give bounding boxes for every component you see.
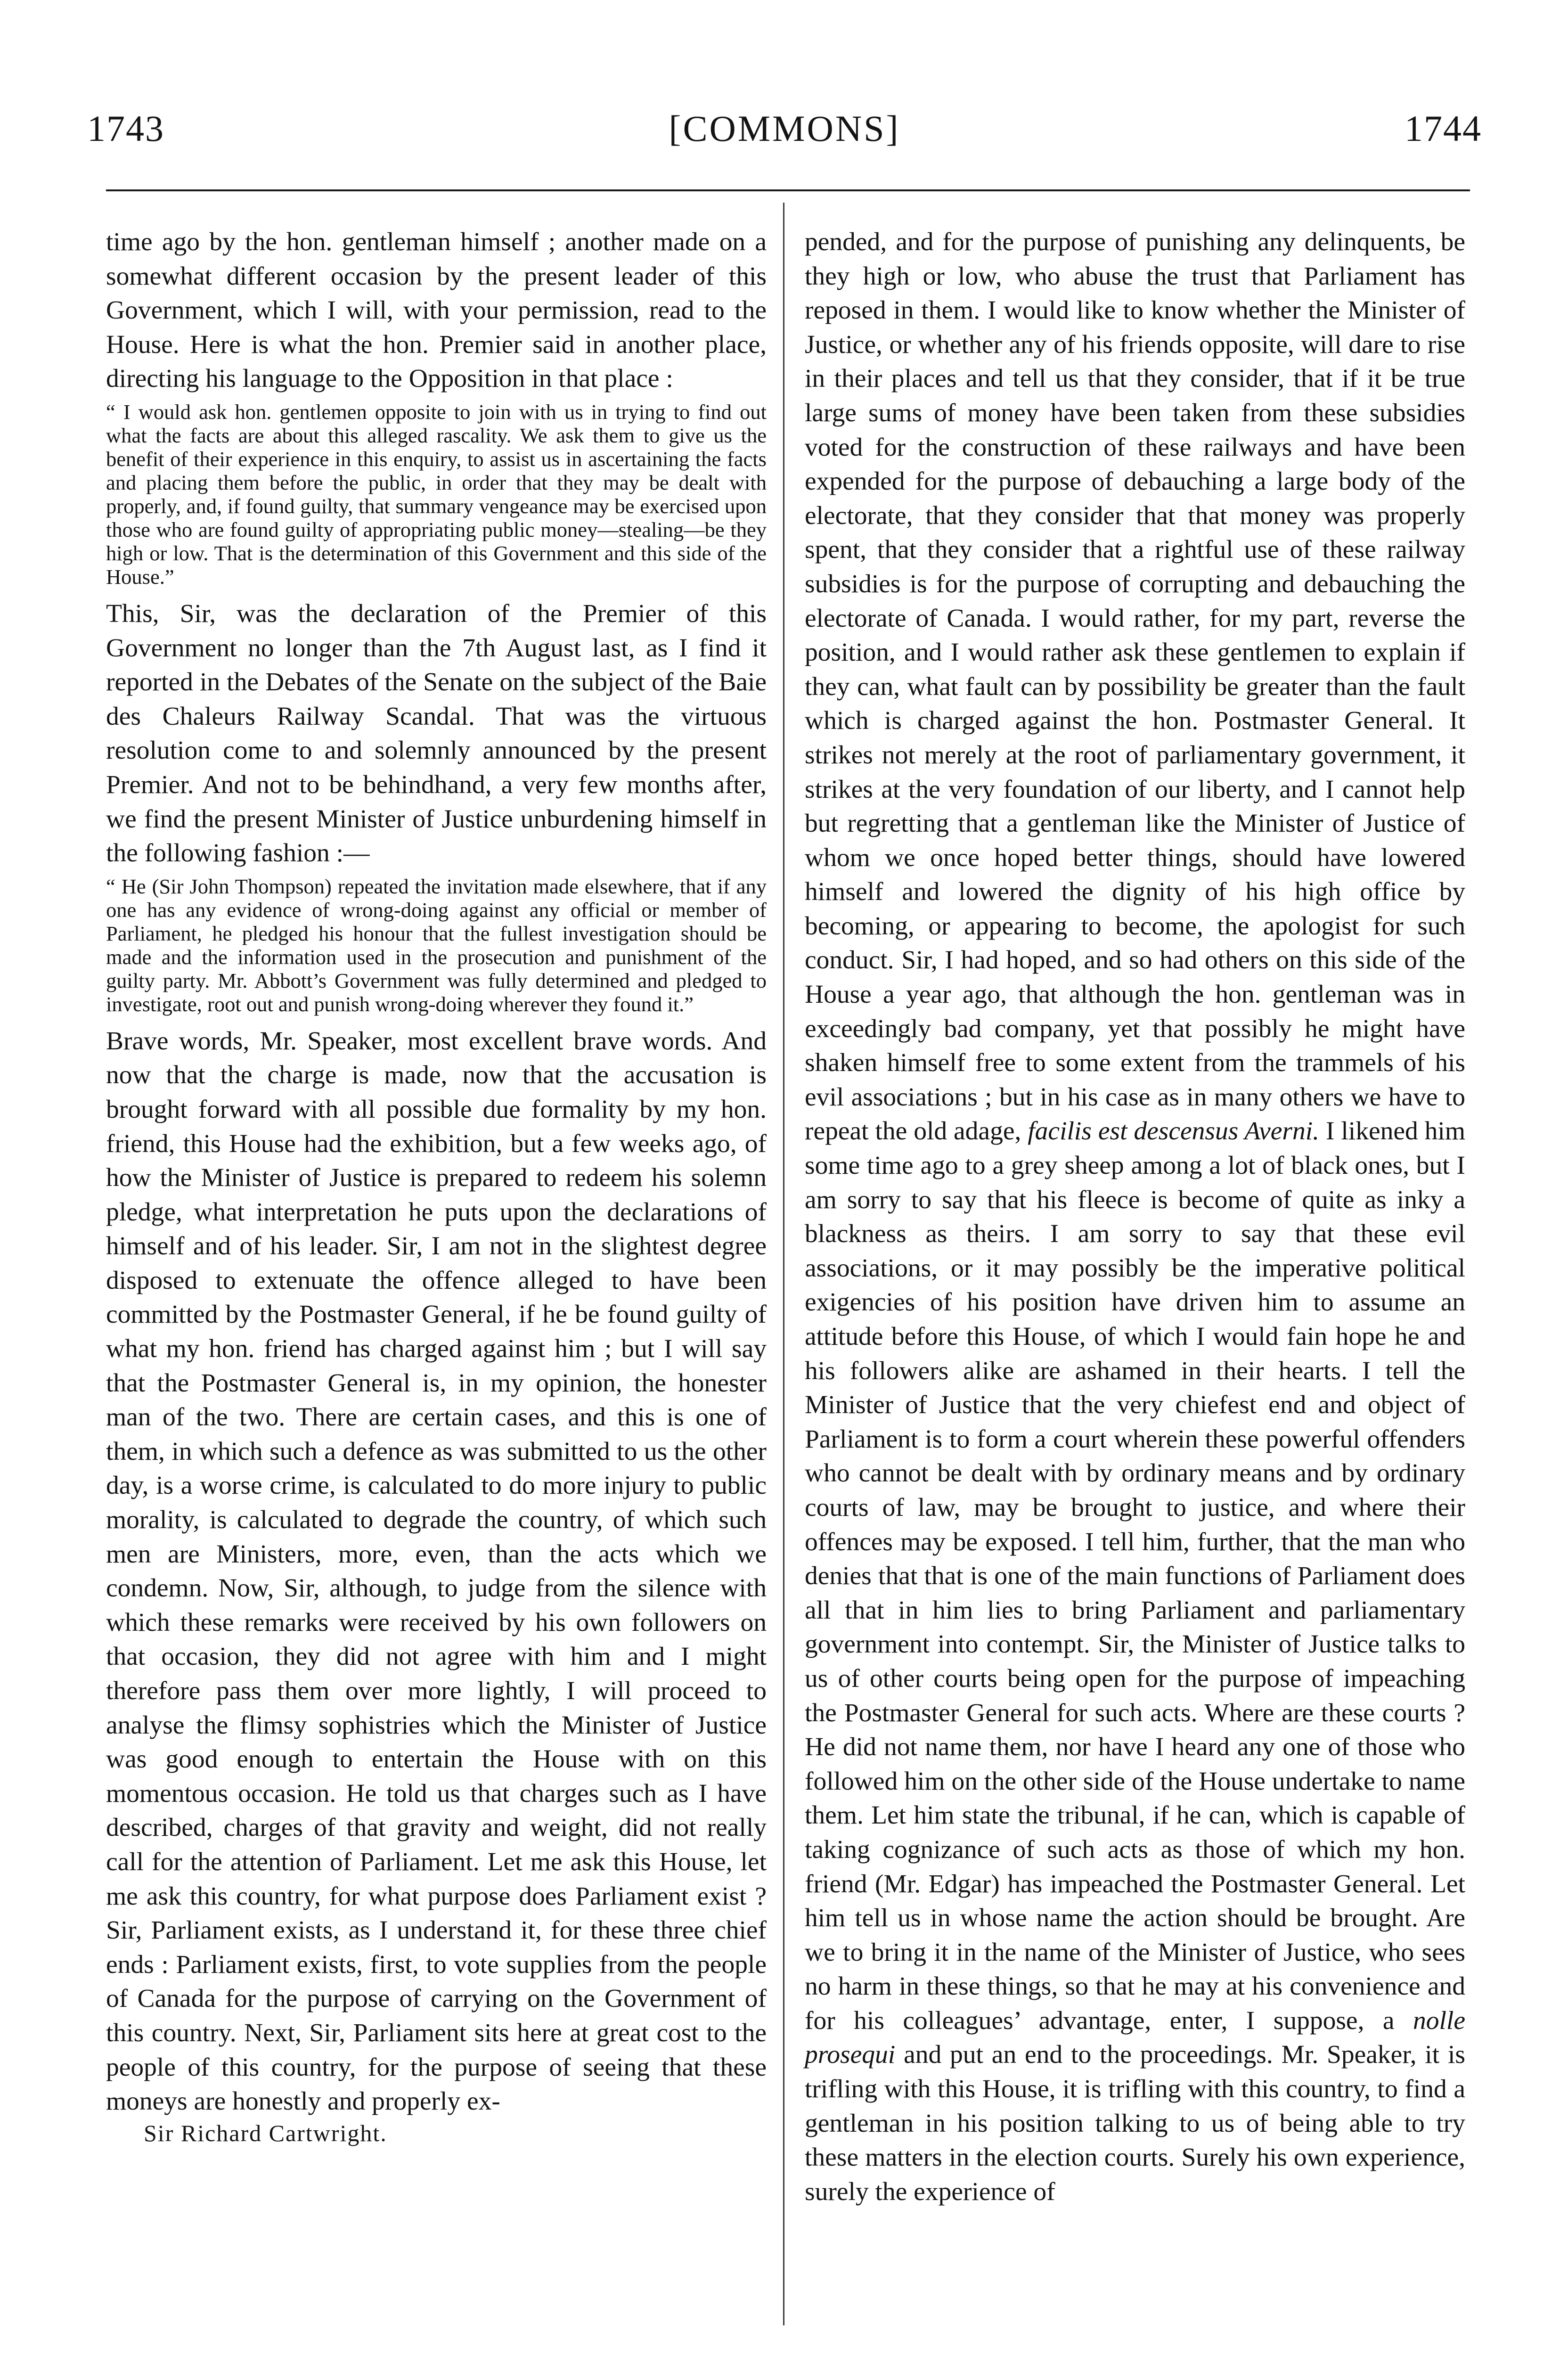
right-column (805, 225, 1465, 2209)
right-text-part-1: pended, and for the purpose of punishing any delinquents, be they high or low, who abuse the trust that Parliament has reposed in them. I would like to know whether the Minister of Justice, or whether any of his friends opposite, will dare to rise in their places and tell us that they consider, that if it be true large sums of money have been taken from these subsidies voted for the construction of these railways and have been expended for the purpose of debauching a large body of the electorate, that they consider that that money was properly spent, that they consider that a rightful use of these railway subsidies is for the purpose of corrupting and debauching the electorate of Canada. I would rather, for my part, reverse the position, and I would rather ask these gentlemen to explain if they can, what fault can by possibility be greater than the fault which is charged against the hon. Postmaster General. It strikes not merely at the root of parliamentary government, it strikes at the very foundation of our liberty, and I cannot help but regretting that a gentleman like the Minister of Justice of whom we once hoped better things, should have lowered himself and lowered the dignity of his high office by becoming, or appearing to become, the apologist for such conduct. Sir, I had hoped, and so had others on this side of the House a year ago, that although the hon. gentleman was in exceedingly bad company, yet that possibly he might have shaken himself free to some extent from the trammels of his evil associations ; but in his case as in many others we have to repeat the old adage, (805, 228, 1465, 1146)
running-head (87, 107, 1482, 155)
right-text-part-2: I likened him some time ago to a grey sheep among a lot of black ones, but I am sorry to say that his fleece is become of quite as inky a blackness as theirs. I am sorry to say that these evil associations, or it may possibly be the imperative political exigencies of his position have driven him to assume an attitude before this House, of which I would fain hope he and his followers alike are ashamed in their hearts. I tell the Minister of Justice that the very chiefest end and object of Parliament is to form a court wherein these powerful offenders who cannot be dealt with by ordinary means and by ordinary courts of law, may be brought to justice, and where their offences may be exposed. I tell him, further, that the man who denies that that is one of the main functions of Parliament does all that in him lies to bring Parliament and parliamentary government into contempt. Sir, the Minister of Justice talks to us of other courts being open for the purpose of impeaching the Postmaster General for such acts. Where are these courts ? He did not name them, nor have I heard any one of those who followed him on the other side of the House undertake to name them. Let him state the tribunal, if he can, which is capable of taking cognizance of such acts as those of which my hon. friend (Mr. Edgar) has impeached the Postmaster General. Let him tell us in whose name the action should be brought. Are we to bring it in the name of the Minister of Justice, who sees no harm in these things, so that he may at his convenience and for his colleagues’ advantage, enter, I suppose, a (805, 1117, 1466, 2035)
premier-quotation: “ I would ask hon. gentlemen opposite to join with us in trying to find out what the facts are about this alleged rascality. We ask them to give us the benefit of their experience in this enquiry, to assist us in ascertaining the facts and placing them before the public, in order that they may be dealt with properly, and, if found guilty, that summary vengeance may be exercised upon those who are found guilty of appropriating public money—stealing—be they high or low. That is the determination of this Government and this side of the House.” (106, 400, 767, 589)
left-paragraph-2: This, Sir, was the declaration of the Premier of this Government no longer than the 7th August last, as I find it reported in the Debates of the Senate on the subject of the Baie des Chaleurs Railway Scandal. That was the virtuous resolution come to and solemnly announced by the present Premier. And not to be behindhand, a very few months after, we find the present Minister of Justice unburdening himself in the following fashion :— (106, 599, 767, 868)
left-column (106, 225, 767, 2147)
header-rule (106, 189, 1470, 191)
column-divider (783, 203, 784, 2325)
page-number-right: 1744 (1405, 108, 1482, 149)
left-paragraph-3: Brave words, Mr. Speaker, most excellent brave words. And now that the charge is made, now that the accusation is brought forward with all possible due formality by my hon. friend, this House had the exhibition, but a few weeks ago, of how the Minister of Justice is prepared to redeem his solemn pledge, what interpretation he puts upon the declarations of himself and of his leader. Sir, I am not in the slightest degree disposed to extenuate the offence alleged to have been committed by the Postmaster General, if he be found guilty of what my hon. friend has charged against him ; but I will say that the Postmaster General is, in my opinion, the honester man of the two. There are certain cases, and this is one of them, in which such a defence as was submitted to us the other day, is a worse crime, is calculated to do more injury to public morality, is calculated to degrade the country, of which such men are Ministers, more, even, than the acts which we condemn. Now, Sir, although, to judge from the silence with which these remarks were received by his own followers on that occasion, they did not agree with him and I might therefore pass them over more lightly, I will proceed to analyse the flimsy sophistries which the Minister of Justice was good enough to entertain the House with on this momentous occasion. He told us that charges such as I have described, charges of that gravity and weight, did not really call for the attention of Parliament. Let me ask this House, let me ask this country, for what purpose does Parliament exist ? Sir, Parliament exists, as I understand it, for these three chief ends : Parliament exists, first, to vote supplies from the people of Canada for the purpose of carrying on the Government of this country. Next, Sir, Parliament sits here at great cost to the people of this country, for the purpose of seeing that these moneys are honestly and properly ex- (106, 1026, 767, 2116)
right-text-part-3: and put an end to the proceedings. Mr. Speaker, it is trifling with this House, it is trifling with this country, to find a gentleman in his position talking to us of being able to try these matters in the election courts. Surely his own experience, surely the experience of (805, 2040, 1465, 2206)
nolle-prosequi: nolle prosequi (805, 2006, 1465, 2070)
latin-adage: facilis est descensus Averni. (1028, 1117, 1320, 1146)
right-paragraph (805, 225, 1465, 2209)
thompson-quotation: “ He (Sir John Thompson) repeated the invitation made elsewhere, that if any one has any evidence of wrong-doing against any official or member of Parliament, he pledged his honour that the fullest investigation should be made and the information used in the prosecution and punishment of the guilty party. Mr. Abbott’s Government was fully determined and pledged to investigate, root out and punish wrong-doing wherever they found it.” (106, 874, 767, 1016)
running-title: [COMMONS] (669, 108, 900, 149)
left-paragraph-1: time ago by the hon. gentleman himself ; another made on a somewhat different occasion by the present leader of this Government, which I will, with your permission, read to the House. Here is what the hon. Premier said in another place, directing his language to the Opposition in that place : (106, 228, 767, 393)
page-number-left: 1743 (87, 108, 164, 149)
speaker-caption: Sir Richard Cartwright. (144, 2119, 387, 2146)
